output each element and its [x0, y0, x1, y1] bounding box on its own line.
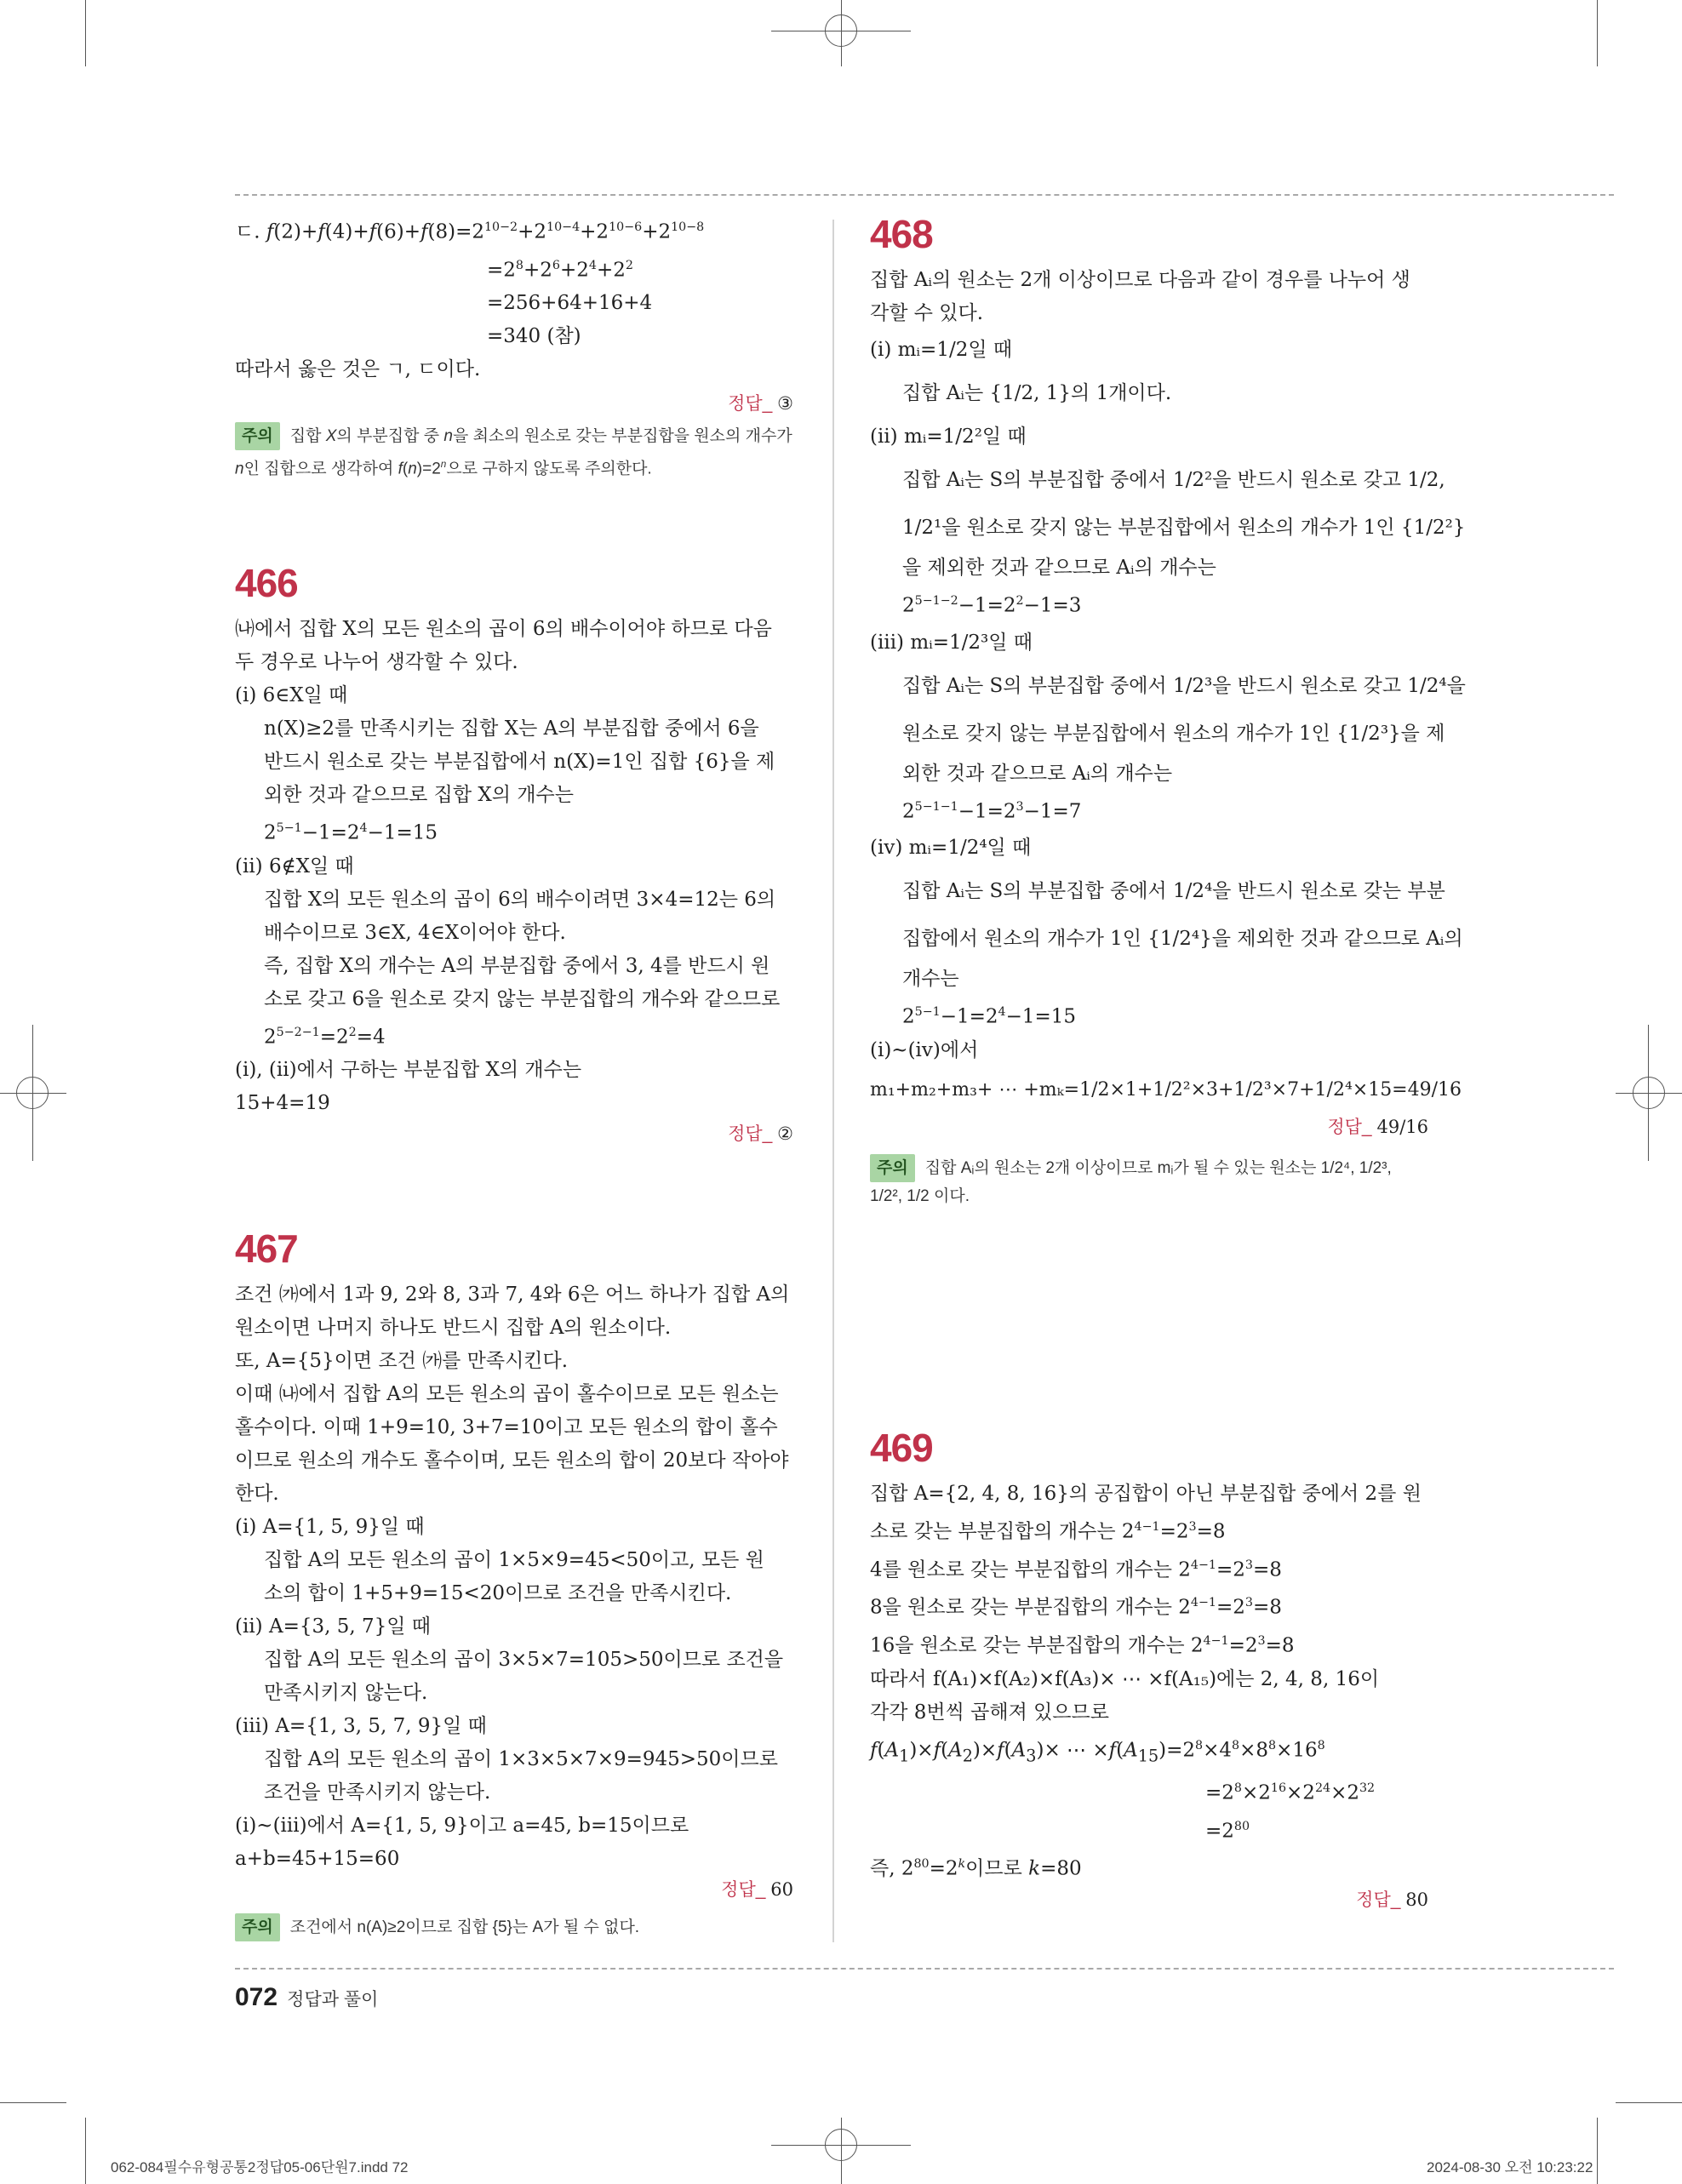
answer-line: 정답_ 49/16 [1327, 1116, 1428, 1137]
solution-line: n(X)≥2를 만족시키는 집합 X는 A의 부분집합 중에서 6을 [264, 718, 759, 740]
left-column [235, 211, 793, 1936]
equation-line: $2^{5-2-1}=2^2=4$ [264, 1025, 386, 1049]
crop-mark [85, 0, 86, 66]
solution-line: 따라서 f(A₁)×f(A₂)×f(A₃)× ⋯ ×f(A₁₅)에는 2, 4, 8, 16이 [870, 1667, 1380, 1690]
solution-line: 16을 원소로 갖는 부분집합의 개수는 $2^{4-1}=2^3=8$ [870, 1633, 1295, 1657]
solution-line: 을 제외한 것과 같으므로 Aᵢ의 개수는 [902, 557, 1216, 579]
solution-line: 원소로 갖지 않는 부분집합에서 원소의 개수가 1인 {1/2³}을 제 [902, 722, 1445, 745]
solution-line: 원소이면 나머지 하나도 반드시 집합 A의 원소이다. [235, 1317, 672, 1339]
solution-line: 이때 ㈏에서 집합 A의 모든 원소의 곱이 홀수이므로 모든 원소는 [235, 1383, 779, 1405]
crop-mark [1616, 2102, 1682, 2103]
case-heading: (ⅱ) A={3, 5, 7}일 때 [235, 1615, 432, 1638]
registration-circle [1633, 1077, 1665, 1109]
crop-mark [1597, 2118, 1598, 2184]
footer-rule [235, 1968, 1614, 1970]
equation-line: ㄷ. $f(2)+f(4)+f(6)+f(8)=2^{10-2}+2^{10-4}+2^{10-6}+2^{10-8}$ [235, 220, 705, 243]
solution-line: 조건을 만족시키지 않는다. [264, 1781, 491, 1804]
solution-line: 집합에서 원소의 개수가 1인 {1/2⁴}을 제외한 것과 같으므로 Aᵢ의 [902, 928, 1463, 951]
solution-line: 집합 A={2, 4, 8, 16}의 공집합이 아닌 부분집합 중에서 2를 원 [870, 1483, 1422, 1505]
solution-line: 집합 A의 모든 원소의 곱이 1×3×5×7×9=945>50이므로 [264, 1748, 778, 1770]
equation-line: m₁+m₂+m₃+ ⋯ +mₖ=1/2×1+1/2²×3+1/2³×7+1/2⁴×15=49/16 [870, 1078, 1462, 1101]
case-heading: (ⅲ) mᵢ=1/2³일 때 [870, 631, 1033, 654]
equation-line: =256+64+16+4 [487, 292, 653, 315]
equation-line: $=2^8+2^6+2^4+2^2$ [487, 258, 633, 282]
equation-line: $2^{5-1}-1=2^4-1=15$ [902, 1005, 1077, 1028]
header-rule [235, 194, 1614, 196]
case-heading: (ⅰ) A={1, 5, 9}일 때 [235, 1516, 425, 1538]
case-heading: (ⅲ) A={1, 3, 5, 7, 9}일 때 [235, 1715, 487, 1737]
caution-note: 주의 조건에서 n(A)≥2이므로 집합 {5}는 A가 될 수 없다. [235, 1913, 793, 1941]
problem-number: 467 [235, 1226, 298, 1271]
solution-line: 집합 Aᵢ는 S의 부분집합 중에서 1/2²을 반드시 원소로 갖고 1/2, [902, 469, 1445, 491]
equation-line: $f(A_1)\times f(A_2)\times f(A_3)\times$ ⋯ $\times f(A_{15})=2^8\times 4^8\times 8^8\times 16^8$ [870, 1738, 1325, 1765]
case-heading: (ⅳ) mᵢ=1/2⁴일 때 [870, 837, 1032, 860]
solution-line: 즉, 집합 X의 개수는 A의 부분집합 중에서 3, 4를 반드시 원 [264, 954, 770, 977]
equation-line: =340 (참) [487, 325, 581, 348]
solution-line: 각각 8번씩 곱해져 있으므로 [870, 1701, 1109, 1724]
conclusion-line: 따라서 옳은 것은 ㄱ, ㄷ이다. [235, 358, 481, 381]
problem-467 [235, 1226, 793, 1941]
case-heading: (ⅰ) 6∈X일 때 [235, 684, 348, 706]
caution-tag: 주의 [235, 422, 280, 450]
solution-line: 홀수이다. 이때 1+9=10, 3+7=10이고 모든 원소의 합이 홀수 [235, 1416, 778, 1438]
solution-line: (ⅰ)~(ⅲ)에서 A={1, 5, 9}이고 a=45, b=15이므로 [235, 1815, 689, 1837]
solution-line: 이므로 원소의 개수도 홀수이며, 모든 원소의 합이 20보다 작아야 [235, 1449, 789, 1472]
solution-line: 각할 수 있다. [870, 302, 984, 324]
solution-line: 배수이므로 3∈X, 4∈X이어야 한다. [264, 921, 566, 944]
equation-line: $2^{5-1}-1=2^4-1=15$ [264, 821, 438, 844]
solution-line: 8을 원소로 갖는 부분집합의 개수는 $2^{4-1}=2^3=8$ [870, 1596, 1282, 1619]
problem-469 [870, 1425, 1428, 1912]
case-heading: (ⅱ) mᵢ=1/2²일 때 [870, 426, 1027, 448]
problem-number: 469 [870, 1426, 933, 1470]
registration-circle [825, 2129, 857, 2161]
slug-file-info: 062-084필수유형공통2정답05-06단원7.indd 72 [111, 2159, 409, 2175]
previous-solution-continuation [235, 211, 793, 483]
caution-tag: 주의 [870, 1154, 915, 1182]
equation-line: $2^{5-1-2}-1=2^2-1=3$ [902, 594, 1082, 617]
equation-line: a+b=45+15=60 [235, 1848, 400, 1870]
equation-line: 즉, $2^{80}=2^k$이므로 k=80 [870, 1857, 1082, 1880]
solution-line: 집합 A의 모든 원소의 곱이 3×5×7=105>50이므로 조건을 [264, 1649, 784, 1671]
solution-line: 소의 합이 1+5+9=15<20이므로 조건을 만족시킨다. [264, 1582, 732, 1604]
case-heading: (ⅱ) 6∉X일 때 [235, 855, 354, 878]
page-footer [235, 1983, 378, 2012]
solution-line: 만족시키지 않는다. [264, 1682, 428, 1704]
registration-circle [16, 1077, 49, 1109]
solution-line: 1/2¹을 원소로 갖지 않는 부분집합에서 원소의 개수가 1인 {1/2²} [902, 517, 1466, 539]
solution-line: 또, A={5}이면 조건 ㈎를 만족시킨다. [235, 1350, 569, 1372]
page-number: 072 [235, 1983, 278, 2011]
case-heading: (ⅰ) mᵢ=1/2일 때 [870, 339, 1013, 361]
problem-468 [870, 211, 1466, 1210]
crop-mark [1597, 0, 1598, 66]
equation-line: $=2^8\times 2^{16}\times 2^{24}\times 2^{32}$ [1205, 1781, 1376, 1804]
answer-line: 정답_ 80 [1356, 1889, 1428, 1910]
caution-note: 주의 집합 Aᵢ의 원소는 2개 이상이므로 mᵢ가 될 수 있는 원소는 1/2⁴, 1/2³, 1/2², 1/2 이다. [870, 1154, 1428, 1210]
solution-line: 4를 원소로 갖는 부분집합의 개수는 $2^{4-1}=2^3=8$ [870, 1558, 1282, 1581]
footer-title: 정답과 풀이 [287, 1990, 379, 2010]
crop-mark [0, 2102, 66, 2103]
caution-note: 주의 집합 X의 부분집합 중 n을 최소의 원소로 갖는 부분집합을 원소의 개수가 n인 집합으로 생각하여 $f(n)=2^n$으로 구하지 않도록 주의한다. [235, 422, 793, 483]
solution-line: 집합 Aᵢ의 원소는 2개 이상이므로 다음과 같이 경우를 나누어 생 [870, 269, 1410, 291]
problem-number: 466 [235, 561, 298, 605]
caution-tag: 주의 [235, 1913, 280, 1941]
column-divider [832, 220, 834, 1942]
solution-line: 집합 A의 모든 원소의 곱이 1×5×9=45<50이고, 모든 원 [264, 1549, 764, 1571]
solution-line: 조건 ㈎에서 1과 9, 2와 8, 3과 7, 4와 6은 어느 하나가 집합 A의 [235, 1284, 790, 1306]
equation-line: $=2^{80}$ [1205, 1819, 1250, 1843]
slug-date: 2024-08-30 오전 10:23:22 [1427, 2159, 1593, 2175]
solution-line: 집합 Aᵢ는 {1/2, 1}의 1개이다. [902, 382, 1172, 404]
solution-line: 한다. [235, 1483, 279, 1505]
case-heading: (ⅰ)~(ⅳ)에서 [870, 1038, 979, 1061]
solution-line: 반드시 원소로 갖는 부분집합에서 n(X)=1인 집합 {6}을 제 [264, 751, 775, 773]
solution-line: 소로 갖고 6을 원소로 갖지 않는 부분집합의 개수와 같으므로 [264, 987, 781, 1010]
solution-line: ㈏에서 집합 X의 모든 원소의 곱이 6의 배수이어야 하므로 다음 [235, 618, 772, 640]
answer-line: 정답_ ③ [728, 393, 793, 415]
answer-line: 정답_ ② [728, 1123, 793, 1145]
problem-466 [235, 560, 793, 1146]
solution-line: (ⅰ), (ⅱ)에서 구하는 부분집합 X의 개수는 [235, 1059, 582, 1082]
solution-line: 집합 X의 모든 원소의 곱이 6의 배수이려면 3×4=12는 6의 [264, 888, 776, 911]
equation-line: $2^{5-1-1}-1=2^3-1=7$ [902, 799, 1082, 823]
answer-line: 정답_ 60 [721, 1879, 793, 1900]
crop-mark [85, 2118, 86, 2184]
equation-line: 15+4=19 [235, 1092, 330, 1115]
registration-circle [825, 14, 857, 47]
solution-line: 소로 갖는 부분집합의 개수는 $2^{4-1}=2^3=8$ [870, 1520, 1226, 1543]
solution-line: 두 경우로 나누어 생각할 수 있다. [235, 651, 518, 673]
problem-number: 468 [870, 212, 933, 256]
solution-line: 개수는 [902, 968, 959, 991]
solution-line: 외한 것과 같으므로 집합 X의 개수는 [264, 784, 574, 806]
solution-line: 집합 Aᵢ는 S의 부분집합 중에서 1/2⁴을 반드시 원소로 갖는 부분 [902, 880, 1445, 903]
right-column [870, 211, 1466, 1910]
solution-line: 외한 것과 같으므로 Aᵢ의 개수는 [902, 762, 1173, 785]
solution-line: 집합 Aᵢ는 S의 부분집합 중에서 1/2³을 반드시 원소로 갖고 1/2⁴을 [902, 674, 1466, 697]
